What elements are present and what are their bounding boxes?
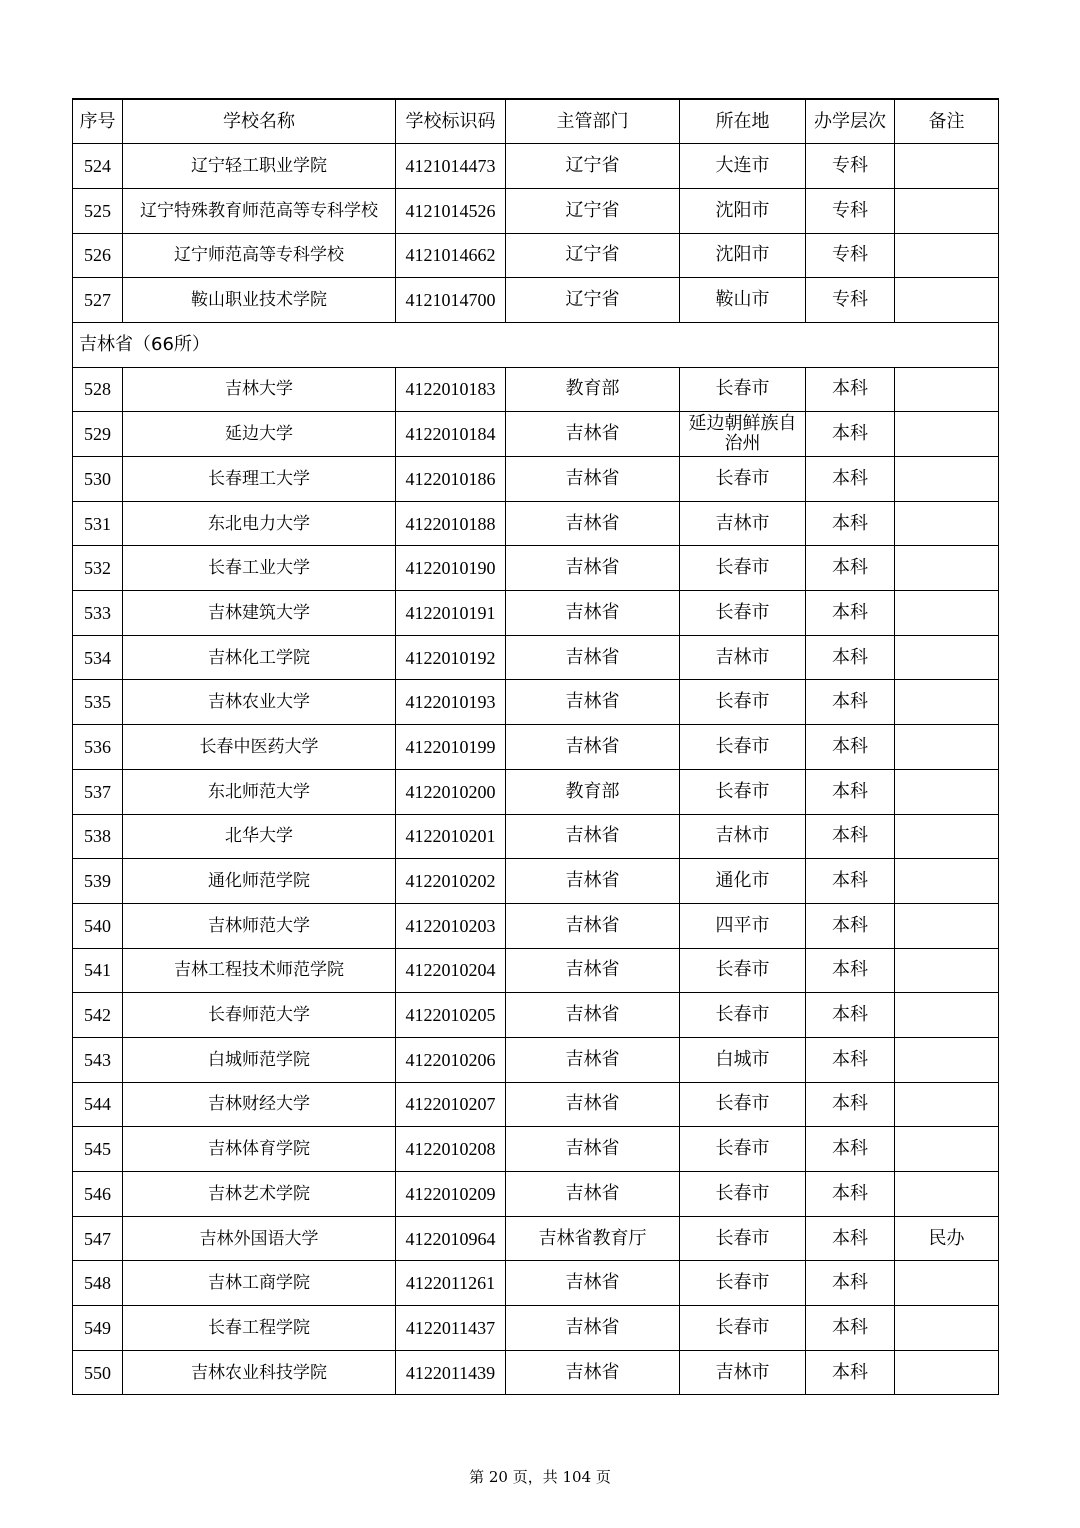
cell-school-name: 吉林外国语大学 [123, 1216, 396, 1261]
cell-note [895, 769, 999, 814]
cell-location: 长春市 [680, 1306, 806, 1351]
cell-school-name: 长春师范大学 [123, 993, 396, 1038]
cell-level: 本科 [806, 457, 895, 502]
cell-no: 524 [73, 144, 123, 189]
cell-note: 民办 [895, 1216, 999, 1261]
cell-dept: 吉林省 [506, 412, 680, 457]
cell-no: 541 [73, 948, 123, 993]
cell-level: 本科 [806, 769, 895, 814]
cell-location: 吉林市 [680, 1350, 806, 1395]
cell-level: 本科 [806, 546, 895, 591]
cell-school-name: 吉林师范大学 [123, 903, 396, 948]
cell-level: 本科 [806, 1037, 895, 1082]
cell-note [895, 1172, 999, 1217]
cell-location: 长春市 [680, 1216, 806, 1261]
cell-dept: 吉林省 [506, 1306, 680, 1351]
cell-location: 长春市 [680, 993, 806, 1038]
cell-location: 长春市 [680, 948, 806, 993]
cell-school-code: 4122010188 [396, 501, 506, 546]
table-section-jilin [73, 322, 999, 367]
cell-no: 550 [73, 1350, 123, 1395]
table-row [73, 725, 999, 770]
header-no: 序号 [73, 99, 123, 144]
cell-location: 长春市 [680, 457, 806, 502]
cell-school-code: 4122010209 [396, 1172, 506, 1217]
cell-school-name: 通化师范学院 [123, 859, 396, 904]
cell-school-code: 4121014700 [396, 278, 506, 323]
cell-dept: 吉林省 [506, 1261, 680, 1306]
cell-school-code: 4122010205 [396, 993, 506, 1038]
cell-location: 长春市 [680, 367, 806, 412]
cell-note [895, 188, 999, 233]
cell-school-name: 长春工程学院 [123, 1306, 396, 1351]
table-row [73, 1261, 999, 1306]
cell-level: 专科 [806, 278, 895, 323]
cell-no: 534 [73, 635, 123, 680]
cell-school-name: 吉林建筑大学 [123, 591, 396, 636]
cell-dept: 辽宁省 [506, 278, 680, 323]
cell-note [895, 367, 999, 412]
cell-no: 545 [73, 1127, 123, 1172]
cell-no: 527 [73, 278, 123, 323]
table-row [73, 144, 999, 189]
cell-school-code: 4122010190 [396, 546, 506, 591]
cell-dept: 吉林省 [506, 501, 680, 546]
cell-dept: 辽宁省 [506, 144, 680, 189]
section-row [73, 322, 999, 367]
cell-dept: 吉林省 [506, 859, 680, 904]
table-row [73, 546, 999, 591]
cell-level: 本科 [806, 1306, 895, 1351]
cell-location: 长春市 [680, 1261, 806, 1306]
cell-school-name: 吉林体育学院 [123, 1127, 396, 1172]
cell-dept: 吉林省教育厅 [506, 1216, 680, 1261]
cell-level: 本科 [806, 903, 895, 948]
cell-school-name: 长春理工大学 [123, 457, 396, 502]
cell-location: 四平市 [680, 903, 806, 948]
cell-level: 专科 [806, 233, 895, 278]
cell-dept: 吉林省 [506, 591, 680, 636]
cell-school-code: 4122010191 [396, 591, 506, 636]
cell-school-name: 辽宁师范高等专科学校 [123, 233, 396, 278]
cell-school-code: 4121014473 [396, 144, 506, 189]
cell-location: 长春市 [680, 591, 806, 636]
cell-no: 540 [73, 903, 123, 948]
cell-location: 长春市 [680, 1082, 806, 1127]
cell-no: 547 [73, 1216, 123, 1261]
cell-school-name: 吉林工程技术师范学院 [123, 948, 396, 993]
cell-dept: 吉林省 [506, 814, 680, 859]
cell-location: 长春市 [680, 680, 806, 725]
cell-dept: 吉林省 [506, 993, 680, 1038]
cell-no: 526 [73, 233, 123, 278]
cell-level: 本科 [806, 814, 895, 859]
cell-school-code: 4122010204 [396, 948, 506, 993]
cell-note [895, 948, 999, 993]
cell-school-name: 吉林化工学院 [123, 635, 396, 680]
header-note: 备注 [895, 99, 999, 144]
cell-level: 本科 [806, 591, 895, 636]
table-body-jilin [73, 367, 999, 1395]
cell-school-name: 吉林工商学院 [123, 1261, 396, 1306]
cell-no: 530 [73, 457, 123, 502]
cell-no: 543 [73, 1037, 123, 1082]
cell-no: 544 [73, 1082, 123, 1127]
cell-no: 536 [73, 725, 123, 770]
cell-note [895, 1082, 999, 1127]
cell-note [895, 635, 999, 680]
cell-note [895, 1261, 999, 1306]
cell-dept: 吉林省 [506, 1172, 680, 1217]
cell-school-code: 4122010186 [396, 457, 506, 502]
cell-note [895, 1306, 999, 1351]
cell-location: 大连市 [680, 144, 806, 189]
cell-level: 专科 [806, 144, 895, 189]
cell-location: 鞍山市 [680, 278, 806, 323]
cell-level: 本科 [806, 993, 895, 1038]
cell-no: 546 [73, 1172, 123, 1217]
cell-dept: 吉林省 [506, 948, 680, 993]
cell-level: 本科 [806, 412, 895, 457]
table-row [73, 412, 999, 457]
cell-no: 529 [73, 412, 123, 457]
cell-school-code: 4122011439 [396, 1350, 506, 1395]
cell-school-code: 4122010206 [396, 1037, 506, 1082]
cell-school-code: 4122010192 [396, 635, 506, 680]
cell-dept: 吉林省 [506, 1082, 680, 1127]
cell-location: 吉林市 [680, 501, 806, 546]
table-row [73, 188, 999, 233]
cell-no: 548 [73, 1261, 123, 1306]
cell-dept: 吉林省 [506, 1127, 680, 1172]
cell-level: 本科 [806, 635, 895, 680]
cell-location: 延边朝鲜族自治州 [680, 412, 806, 457]
cell-dept: 吉林省 [506, 1350, 680, 1395]
cell-school-code: 4122010183 [396, 367, 506, 412]
cell-school-code: 4122011261 [396, 1261, 506, 1306]
cell-level: 本科 [806, 367, 895, 412]
cell-school-code: 4122010199 [396, 725, 506, 770]
header-code: 学校标识码 [396, 99, 506, 144]
cell-note [895, 546, 999, 591]
cell-note [895, 903, 999, 948]
cell-level: 本科 [806, 948, 895, 993]
table-row [73, 367, 999, 412]
cell-school-name: 北华大学 [123, 814, 396, 859]
cell-note [895, 1350, 999, 1395]
cell-note [895, 457, 999, 502]
cell-location: 白城市 [680, 1037, 806, 1082]
page-footer: 第 20 页，共 104 页 [469, 1468, 611, 1486]
schools-table [72, 98, 999, 1395]
table-row [73, 501, 999, 546]
cell-no: 528 [73, 367, 123, 412]
cell-level: 本科 [806, 1350, 895, 1395]
table-row [73, 233, 999, 278]
table-body-liaoning [73, 144, 999, 323]
cell-school-code: 4122010200 [396, 769, 506, 814]
table-row [73, 457, 999, 502]
cell-no: 549 [73, 1306, 123, 1351]
cell-school-name: 长春工业大学 [123, 546, 396, 591]
table-row [73, 769, 999, 814]
cell-note [895, 1037, 999, 1082]
cell-note [895, 814, 999, 859]
table-row [73, 591, 999, 636]
cell-location: 长春市 [680, 769, 806, 814]
cell-note [895, 1127, 999, 1172]
cell-dept: 吉林省 [506, 903, 680, 948]
cell-dept: 吉林省 [506, 725, 680, 770]
cell-no: 532 [73, 546, 123, 591]
cell-location: 长春市 [680, 725, 806, 770]
cell-location: 长春市 [680, 1127, 806, 1172]
table-row [73, 814, 999, 859]
cell-level: 本科 [806, 1216, 895, 1261]
cell-school-name: 鞍山职业技术学院 [123, 278, 396, 323]
cell-note [895, 591, 999, 636]
cell-school-name: 吉林财经大学 [123, 1082, 396, 1127]
header-location: 所在地 [680, 99, 806, 144]
table-row [73, 680, 999, 725]
cell-location: 吉林市 [680, 635, 806, 680]
cell-school-name: 吉林农业大学 [123, 680, 396, 725]
cell-school-name: 长春中医药大学 [123, 725, 396, 770]
table-row [73, 1037, 999, 1082]
cell-level: 本科 [806, 1261, 895, 1306]
section-title: 吉林省（66所） [73, 322, 999, 367]
table-row [73, 903, 999, 948]
cell-school-code: 4122010208 [396, 1127, 506, 1172]
cell-school-code: 4122010203 [396, 903, 506, 948]
cell-school-code: 4122010184 [396, 412, 506, 457]
cell-level: 本科 [806, 1172, 895, 1217]
cell-no: 535 [73, 680, 123, 725]
cell-school-code: 4122010202 [396, 859, 506, 904]
cell-note [895, 501, 999, 546]
cell-no: 533 [73, 591, 123, 636]
cell-school-name: 辽宁特殊教育师范高等专科学校 [123, 188, 396, 233]
table-row [73, 1216, 999, 1261]
cell-level: 本科 [806, 1127, 895, 1172]
cell-school-code: 4121014526 [396, 188, 506, 233]
header-name: 学校名称 [123, 99, 396, 144]
cell-no: 538 [73, 814, 123, 859]
cell-school-code: 4122010193 [396, 680, 506, 725]
cell-level: 专科 [806, 188, 895, 233]
cell-location: 长春市 [680, 1172, 806, 1217]
cell-dept: 辽宁省 [506, 233, 680, 278]
cell-note [895, 144, 999, 189]
cell-school-name: 吉林农业科技学院 [123, 1350, 396, 1395]
cell-school-name: 东北电力大学 [123, 501, 396, 546]
cell-dept: 吉林省 [506, 635, 680, 680]
table-header-row [73, 99, 999, 144]
cell-level: 本科 [806, 859, 895, 904]
cell-location: 长春市 [680, 546, 806, 591]
cell-level: 本科 [806, 1082, 895, 1127]
cell-school-name: 吉林大学 [123, 367, 396, 412]
cell-dept: 吉林省 [506, 546, 680, 591]
cell-school-name: 吉林艺术学院 [123, 1172, 396, 1217]
table-row [73, 1350, 999, 1395]
table-row [73, 635, 999, 680]
cell-school-code: 4122011437 [396, 1306, 506, 1351]
table-row [73, 1306, 999, 1351]
table-row [73, 1082, 999, 1127]
cell-dept: 辽宁省 [506, 188, 680, 233]
cell-level: 本科 [806, 680, 895, 725]
table-row [73, 948, 999, 993]
cell-no: 539 [73, 859, 123, 904]
cell-school-code: 4121014662 [396, 233, 506, 278]
cell-dept: 吉林省 [506, 680, 680, 725]
cell-note [895, 993, 999, 1038]
cell-level: 本科 [806, 725, 895, 770]
cell-note [895, 412, 999, 457]
cell-note [895, 859, 999, 904]
cell-note [895, 725, 999, 770]
table-row [73, 278, 999, 323]
cell-no: 542 [73, 993, 123, 1038]
header-level: 办学层次 [806, 99, 895, 144]
cell-location: 通化市 [680, 859, 806, 904]
table-row [73, 993, 999, 1038]
table-row [73, 1172, 999, 1217]
cell-no: 531 [73, 501, 123, 546]
cell-note [895, 278, 999, 323]
cell-location: 吉林市 [680, 814, 806, 859]
cell-school-code: 4122010201 [396, 814, 506, 859]
cell-school-code: 4122010207 [396, 1082, 506, 1127]
header-dept: 主管部门 [506, 99, 680, 144]
table-row [73, 859, 999, 904]
cell-no: 525 [73, 188, 123, 233]
cell-dept: 教育部 [506, 367, 680, 412]
cell-school-code: 4122010964 [396, 1216, 506, 1261]
cell-school-name: 辽宁轻工职业学院 [123, 144, 396, 189]
cell-no: 537 [73, 769, 123, 814]
cell-dept: 吉林省 [506, 1037, 680, 1082]
cell-school-name: 白城师范学院 [123, 1037, 396, 1082]
table-row [73, 1127, 999, 1172]
cell-school-name: 延边大学 [123, 412, 396, 457]
cell-location: 沈阳市 [680, 233, 806, 278]
cell-school-name: 东北师范大学 [123, 769, 396, 814]
cell-level: 本科 [806, 501, 895, 546]
cell-location: 沈阳市 [680, 188, 806, 233]
cell-note [895, 233, 999, 278]
cell-dept: 教育部 [506, 769, 680, 814]
cell-note [895, 680, 999, 725]
cell-dept: 吉林省 [506, 457, 680, 502]
